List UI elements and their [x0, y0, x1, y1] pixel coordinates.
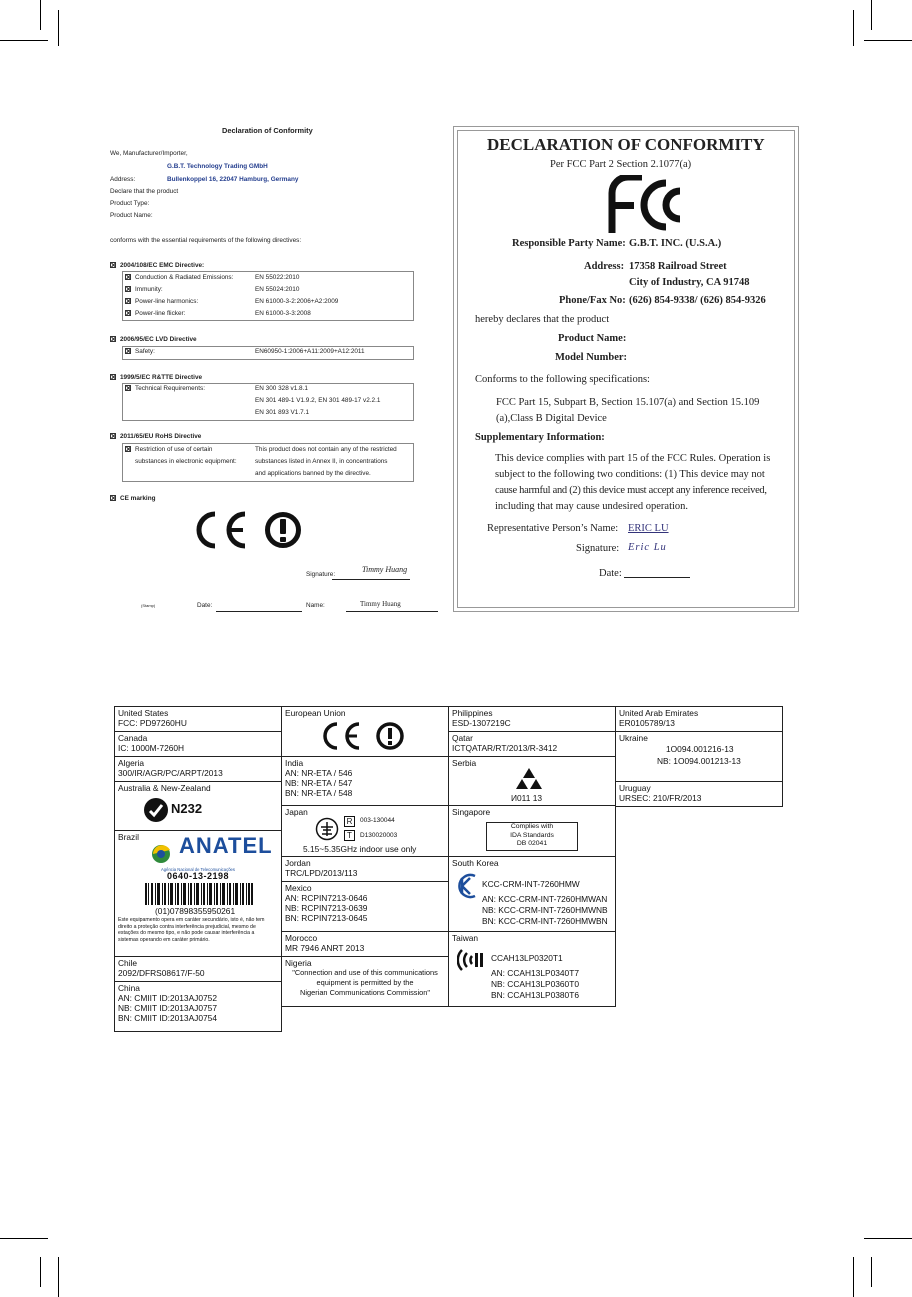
checkbox-icon: [125, 286, 131, 292]
ida-box: Complies with IDA Standards DB 02041: [486, 822, 578, 851]
fcc-declaration: [453, 126, 799, 612]
cert-india: India AN: NR-ETA / 546 NB: NR-ETA / 547 BN: NR-ETA / 548: [281, 756, 449, 806]
fcc-signature-label: Signature:: [576, 543, 620, 554]
fcc-address-2: City of Industry, CA 91748: [629, 277, 750, 288]
cert-nigeria: Nigeria "Connection and use of this communications equipment is permitted by the Nigerian Communications Commission": [281, 956, 449, 1007]
checkbox-icon: [125, 385, 131, 391]
fcc-subtitle: Per FCC Part 2 Section 2.1077(a): [550, 159, 692, 170]
anatel-logo-icon: [151, 842, 181, 866]
we-line: We, Manufacturer/Importer,: [110, 150, 188, 157]
rohs-directive-title: 2011/65/EU RoHS Directive: [110, 433, 201, 440]
fcc-spec-1: FCC Part 15, Subpart B, Section 15.107(a) and Section 15.109: [496, 397, 760, 408]
anatel-agency: Agência Nacional de Telecomunicações: [161, 867, 235, 872]
checkbox-icon: [125, 310, 131, 316]
responsible-party: G.B.T. INC. (U.S.A.): [629, 238, 722, 249]
rcm-code: N232: [171, 801, 203, 816]
fcc-info-3: cause harmful and (2) this device must accept any inference received,: [495, 485, 767, 496]
cert-brazil: Brazil ANATEL Agência Nacional de Telecomunicações 0640-13-2198 (01)07898355950261 Este equipamento opera em caráter secundário, isto é, não tem direito a proteção contra interferência prejudicial, mesmo de estações do mesmo tipo, e não pode causar interferência a sistemas operando em caráter primário.: [114, 830, 282, 957]
hereby-line: hereby declares that the product: [475, 314, 610, 325]
cert-jordan: Jordan TRC/LPD/2013/113: [281, 856, 449, 882]
barcode-number: (01)07898355950261: [155, 906, 236, 916]
cert-taiwan: Taiwan CCAH13LP0320T1 AN: CCAH13LP0340T7 NB: CCAH13LP0360T0 BN: CCAH13LP0380T6: [448, 931, 616, 1007]
cert-morocco: Morocco MR 7946 ANRT 2013: [281, 931, 449, 957]
cert-canada: Canada IC: 1000M-7260H: [114, 731, 282, 757]
address-label: Address:: [110, 176, 136, 183]
ce-signature-label: Signature:: [306, 571, 336, 578]
barcode-icon: [145, 883, 253, 905]
ce-date-label: Date:: [197, 602, 213, 609]
cert-singapore: Singapore Complies with IDA Standards DB 02041: [448, 805, 616, 857]
conforms-line: conforms with the essential requirements of the following directives:: [110, 237, 302, 244]
rtte-directive-title: 1999/5/EC R&TTE Directive: [110, 374, 202, 381]
ce-title: Declaration of Conformity: [222, 126, 313, 135]
fcc-info-4: including that may cause undesired operation.: [495, 501, 689, 512]
cert-japan: Japan R 003-130044 T D130020003 5.15~5.35GHz indoor use only: [281, 805, 449, 857]
fcc-address-label: Address:: [584, 261, 625, 272]
emc-table: Conduction & Radiated Emissions: EN 55022:2010 Immunity: EN 55024:2010 Power-line harmonics: EN 61000-3-2:2006+A2:2009 Power-line flicker: EN 61000-3-3:2008: [122, 271, 414, 321]
fcc-info-1: This device complies with part 15 of the FCC Rules. Operation is: [495, 453, 771, 464]
fcc-product-name: Product Name:: [558, 333, 627, 344]
cert-mexico: Mexico AN: RCPIN7213-0646 NB: RCPIN7213-0639 BN: RCPIN7213-0645: [281, 881, 449, 932]
kc-mark-icon: [455, 873, 479, 899]
lvd-table: Safety: EN60950-1:2006+A11:2009+A12:2011: [122, 346, 414, 360]
cert-united-states: United States FCC: PD97260HU: [114, 706, 282, 732]
rep-label: Representative Person’s Name:: [487, 523, 619, 534]
ncc-mark-icon: [457, 945, 487, 975]
phone-label: Phone/Fax No:: [559, 295, 626, 306]
checkbox-icon: [110, 374, 116, 380]
fcc-date-label: Date:: [599, 568, 622, 579]
ce-name-label: Name:: [306, 602, 325, 609]
ce-marking-title: CE marking: [110, 495, 156, 502]
giteki-icon: [315, 817, 339, 841]
phone-value: (626) 854-9338/ (626) 854-9326: [629, 295, 766, 306]
cert-china: China AN: CMIIT ID:2013AJ0752 NB: CMIIT ID:2013AJ0757 BN: CMIIT ID:2013AJ0754: [114, 981, 282, 1032]
fcc-info-2: subject to the following two conditions: (1) This device may not: [495, 469, 765, 480]
ce-signature: Timmy Huang: [362, 565, 408, 574]
ce-name: Timmy Huang: [360, 600, 401, 608]
checkbox-icon: [125, 298, 131, 304]
checkbox-icon: [110, 262, 116, 268]
cert-australia: Australia & New-Zealand N232: [114, 781, 282, 831]
stamp-label: (Stamp): [141, 603, 156, 608]
lvd-directive-title: 2006/95/EC LVD Directive: [110, 336, 197, 343]
rohs-table: Restriction of use of certain substances in electronic equipment: This product does not contain any of the restricted substances listed in Annex II, in concentrations and applications banned by the directive.: [122, 443, 414, 482]
serbia-code: И011 13: [511, 793, 543, 803]
checkbox-icon: [110, 336, 116, 342]
fcc-model-number: Model Number:: [555, 352, 628, 363]
ce-mark-icon: [193, 510, 303, 550]
cert-ukraine: Ukraine 1O094.001216-13 NB: 1O094.001213-13: [615, 731, 783, 782]
japan-t-code: D130020003: [360, 832, 398, 839]
fcc-conforms: Conforms to the following specifications:: [475, 374, 650, 385]
cert-chile: Chile 2092/DFRS08617/F-50: [114, 956, 282, 982]
cert-european-union: European Union: [281, 706, 449, 757]
product-type-label: Product Type:: [110, 200, 150, 207]
japan-note: 5.15~5.35GHz indoor use only: [303, 844, 417, 854]
declare-line: Declare that the product: [110, 188, 179, 195]
japan-t-mark: T: [344, 830, 355, 841]
cert-qatar: Qatar ICTQATAR/RT/2013/R-3412: [448, 731, 616, 757]
emc-directive-title: 2004/108/EC EMC Directive:: [110, 262, 204, 269]
rtte-table: Technical Requirements: EN 300 328 v1.8.1 EN 301 489-1 V1.9.2, EN 301 489-17 v2.2.1 EN 301 893 V1.7.1: [122, 383, 414, 421]
anatel-wordmark: ANATEL: [179, 833, 273, 858]
fcc-address-1: 17358 Railroad Street: [629, 261, 727, 272]
responsible-label: Responsible Party Name:: [512, 238, 626, 249]
fcc-logo-icon: [608, 175, 690, 235]
product-name-label: Product Name:: [110, 212, 153, 219]
checkbox-icon: [125, 446, 131, 452]
cert-philippines: Philippines ESD-1307219C: [448, 706, 616, 732]
serbia-mark-icon: [515, 767, 543, 791]
ce-mark-icon: [320, 721, 406, 751]
cert-south-korea: South Korea KCC-CRM-INT-7260HMW AN: KCC-CRM-INT-7260HMWAN NB: KCC-CRM-INT-7260HMWNB BN: KCC-CRM-INT-7260HMWBN: [448, 856, 616, 932]
fcc-signature: Eric Lu: [628, 542, 667, 553]
anatel-number: 0640-13-2198: [167, 871, 230, 881]
anatel-note: Este equipamento opera em caráter secundário, isto é, não tem direito a proteção contra interferência prejudicial, mesmo de estações do mesmo tipo, e não pode causar interferência a sistemas operando em caráter primário.: [118, 917, 265, 943]
checkbox-icon: [110, 433, 116, 439]
company-address: Bullenkoppel 16, 22047 Hamburg, Germany: [167, 176, 299, 183]
japan-r-mark: R: [344, 816, 355, 827]
japan-r-code: 003-130044: [360, 817, 395, 824]
checkbox-icon: [110, 495, 116, 501]
cert-serbia: Serbia И011 13: [448, 756, 616, 806]
checkbox-icon: [125, 274, 131, 280]
ce-declaration: [110, 120, 440, 620]
fcc-spec-2: (a),Class B Digital Device: [496, 413, 607, 424]
supplementary-title: Supplementary Information:: [475, 432, 605, 443]
cert-algeria: Algeria 300/IR/AGR/PC/ARPT/2013: [114, 756, 282, 782]
fcc-title: DECLARATION OF CONFORMITY: [487, 135, 765, 154]
rcm-icon: [143, 797, 169, 823]
rep-name: ERIC LU: [628, 523, 669, 534]
cert-uae: United Arab Emirates ER0105789/13: [615, 706, 783, 732]
checkbox-icon: [125, 348, 131, 354]
cert-uruguay: Uruguay URSEC: 210/FR/2013: [615, 781, 783, 807]
company-name: G.B.T. Technology Trading GMbH: [167, 163, 268, 170]
